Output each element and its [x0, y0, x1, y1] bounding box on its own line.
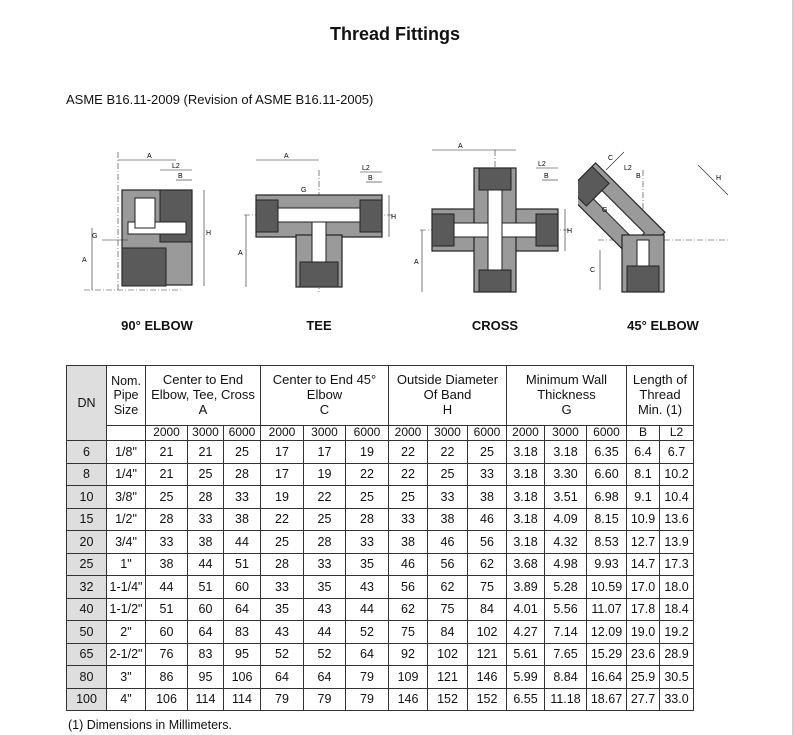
- cell-l2: 10.4: [660, 486, 694, 509]
- cell-g-3000: 3.30: [545, 463, 587, 486]
- cell-a-6000: 38: [224, 508, 261, 531]
- class-6000: 6000: [224, 426, 261, 441]
- cell-h-2000: 22: [389, 441, 428, 464]
- cell-g-2000: 3.18: [507, 486, 545, 509]
- cell-a-3000: 64: [188, 621, 224, 644]
- header-dn: DN: [67, 366, 107, 441]
- tee-drawing: [234, 140, 404, 300]
- cell-b: 6.4: [627, 441, 660, 464]
- cell-g-3000: 4.98: [545, 553, 587, 576]
- table-row: [67, 666, 694, 689]
- class-6000: 6000: [346, 426, 389, 441]
- cell-a-3000: 25: [188, 463, 224, 486]
- cell-g-2000: 3.18: [507, 463, 545, 486]
- cell-dn: 8: [67, 463, 107, 486]
- cell-c-6000: 19: [346, 441, 389, 464]
- cell-h-2000: 22: [389, 463, 428, 486]
- class-2000: 2000: [389, 426, 428, 441]
- dim-a-label: A: [147, 153, 152, 160]
- cell-c-3000: 28: [304, 531, 346, 554]
- cell-g-3000: 5.56: [545, 598, 587, 621]
- cell-c-3000: 43: [304, 598, 346, 621]
- dim-h-label: H: [391, 214, 397, 221]
- dim-h-label: H: [716, 175, 722, 182]
- class-2000: 2000: [261, 426, 304, 441]
- cell-a-6000: 44: [224, 531, 261, 554]
- cross-drawing: [410, 140, 580, 300]
- cell-nps: 1-1/2": [107, 598, 146, 621]
- cell-b: 12.7: [627, 531, 660, 554]
- cell-c-6000: 33: [346, 531, 389, 554]
- standard-reference: ASME B16.11-2009 (Revision of ASME B16.11-2005): [66, 92, 374, 107]
- dimensions-table: [66, 365, 694, 711]
- class-3000: 3000: [545, 426, 587, 441]
- cell-g-2000: 4.27: [507, 621, 545, 644]
- cell-a-3000: 60: [188, 598, 224, 621]
- cell-h-3000: 75: [428, 598, 468, 621]
- cell-l2: 13.9: [660, 531, 694, 554]
- class-3000: 3000: [428, 426, 468, 441]
- cell-h-2000: 33: [389, 508, 428, 531]
- cell-c-6000: 79: [346, 666, 389, 689]
- cell-a-2000: 25: [146, 486, 188, 509]
- cell-dn: 80: [67, 666, 107, 689]
- cell-a-3000: 44: [188, 553, 224, 576]
- header-group-a: Center to End Elbow, Tee, Cross A: [146, 366, 261, 426]
- cell-dn: 25: [67, 553, 107, 576]
- cell-a-6000: 25: [224, 441, 261, 464]
- cell-g-2000: 4.01: [507, 598, 545, 621]
- cell-g-6000: 6.35: [587, 441, 627, 464]
- cell-a-2000: 60: [146, 621, 188, 644]
- cell-h-3000: 46: [428, 531, 468, 554]
- dim-a-side-label: A: [238, 250, 243, 257]
- cell-g-2000: 3.18: [507, 508, 545, 531]
- cell-a-6000: 28: [224, 463, 261, 486]
- dim-h-label: H: [567, 228, 573, 235]
- cell-a-6000: 114: [224, 688, 261, 711]
- cell-h-6000: 56: [468, 531, 507, 554]
- cell-l2: 13.6: [660, 508, 694, 531]
- cell-g-3000: 5.28: [545, 576, 587, 599]
- cell-g-6000: 6.60: [587, 463, 627, 486]
- cell-a-2000: 86: [146, 666, 188, 689]
- cell-b: 8.1: [627, 463, 660, 486]
- cell-nps: 1-1/4": [107, 576, 146, 599]
- cell-g-6000: 8.53: [587, 531, 627, 554]
- table-row: [67, 486, 694, 509]
- cell-c-2000: 52: [261, 643, 304, 666]
- header-nps-blank: [107, 426, 146, 441]
- dim-g-label: G: [301, 187, 307, 194]
- cell-a-2000: 44: [146, 576, 188, 599]
- class-6000: 6000: [587, 426, 627, 441]
- cell-c-3000: 22: [304, 486, 346, 509]
- cell-h-2000: 146: [389, 688, 428, 711]
- cell-nps: 1/8": [107, 441, 146, 464]
- cell-c-2000: 17: [261, 441, 304, 464]
- cell-g-2000: 6.55: [507, 688, 545, 711]
- cell-h-3000: 56: [428, 553, 468, 576]
- cell-dn: 6: [67, 441, 107, 464]
- dim-g-label: G: [92, 233, 98, 240]
- cell-h-2000: 92: [389, 643, 428, 666]
- cell-g-6000: 9.93: [587, 553, 627, 576]
- cell-b: 17.8: [627, 598, 660, 621]
- cell-c-3000: 25: [304, 508, 346, 531]
- cell-a-6000: 83: [224, 621, 261, 644]
- table-row: [67, 688, 694, 711]
- cell-a-3000: 95: [188, 666, 224, 689]
- table-row: [67, 576, 694, 599]
- cell-dn: 10: [67, 486, 107, 509]
- header-l2: L2: [660, 426, 694, 441]
- header-group-thread: Length of Thread Min. (1): [627, 366, 694, 426]
- cell-h-2000: 46: [389, 553, 428, 576]
- cell-h-3000: 121: [428, 666, 468, 689]
- class-3000: 3000: [304, 426, 346, 441]
- cell-h-2000: 75: [389, 621, 428, 644]
- cell-h-3000: 102: [428, 643, 468, 666]
- table-row: [67, 441, 694, 464]
- table-row: [67, 531, 694, 554]
- cell-g-2000: 3.89: [507, 576, 545, 599]
- cell-a-6000: 60: [224, 576, 261, 599]
- cell-h-2000: 25: [389, 486, 428, 509]
- cell-c-6000: 28: [346, 508, 389, 531]
- cell-c-2000: 79: [261, 688, 304, 711]
- cell-h-6000: 25: [468, 441, 507, 464]
- cell-h-3000: 38: [428, 508, 468, 531]
- table-row: [67, 643, 694, 666]
- cell-nps: 1/2": [107, 508, 146, 531]
- class-3000: 3000: [188, 426, 224, 441]
- cell-c-6000: 22: [346, 463, 389, 486]
- cell-b: 10.9: [627, 508, 660, 531]
- dim-g-label: G: [602, 207, 608, 214]
- dim-b-label: B: [368, 175, 373, 182]
- dim-b-label: B: [178, 173, 183, 180]
- class-6000: 6000: [468, 426, 507, 441]
- cell-c-3000: 79: [304, 688, 346, 711]
- cell-h-2000: 38: [389, 531, 428, 554]
- cell-g-6000: 18.67: [587, 688, 627, 711]
- cell-h-6000: 46: [468, 508, 507, 531]
- cell-nps: 1": [107, 553, 146, 576]
- cell-h-6000: 75: [468, 576, 507, 599]
- cell-c-2000: 43: [261, 621, 304, 644]
- cell-h-6000: 102: [468, 621, 507, 644]
- header-group-c: Center to End 45° Elbow C: [261, 366, 389, 426]
- cell-a-2000: 51: [146, 598, 188, 621]
- header-nps: Nom. Pipe Size: [107, 366, 146, 426]
- dim-c-label: C: [608, 155, 614, 162]
- cell-g-2000: 3.18: [507, 441, 545, 464]
- cell-a-2000: 28: [146, 508, 188, 531]
- cell-l2: 33.0: [660, 688, 694, 711]
- cell-l2: 18.4: [660, 598, 694, 621]
- cell-g-3000: 7.65: [545, 643, 587, 666]
- cell-dn: 100: [67, 688, 107, 711]
- cell-h-3000: 33: [428, 486, 468, 509]
- cell-dn: 15: [67, 508, 107, 531]
- cell-h-6000: 152: [468, 688, 507, 711]
- cell-l2: 10.2: [660, 463, 694, 486]
- cell-a-6000: 51: [224, 553, 261, 576]
- cell-h-2000: 109: [389, 666, 428, 689]
- cell-h-6000: 121: [468, 643, 507, 666]
- dim-l2-label: L2: [362, 165, 370, 172]
- cell-h-6000: 33: [468, 463, 507, 486]
- dim-a-label: A: [284, 153, 289, 160]
- header-group-g: Minimum Wall Thickness G: [507, 366, 627, 426]
- cell-h-2000: 62: [389, 598, 428, 621]
- dim-b-label: B: [544, 173, 549, 180]
- cell-b: 19.0: [627, 621, 660, 644]
- cell-l2: 6.7: [660, 441, 694, 464]
- cell-g-6000: 10.59: [587, 576, 627, 599]
- cell-c-6000: 35: [346, 553, 389, 576]
- cell-a-3000: 51: [188, 576, 224, 599]
- cell-g-3000: 3.51: [545, 486, 587, 509]
- cell-c-3000: 17: [304, 441, 346, 464]
- cell-a-3000: 114: [188, 688, 224, 711]
- cell-h-6000: 38: [468, 486, 507, 509]
- table-row: [67, 508, 694, 531]
- footnote: (1) Dimensions in Millimeters.: [68, 718, 232, 732]
- cell-l2: 17.3: [660, 553, 694, 576]
- cell-g-6000: 8.15: [587, 508, 627, 531]
- header-b: B: [627, 426, 660, 441]
- cell-c-2000: 17: [261, 463, 304, 486]
- table-row: [67, 553, 694, 576]
- elbow-90-caption: 90° ELBOW: [121, 318, 193, 333]
- dim-a-side-label: A: [414, 259, 419, 266]
- cell-l2: 18.0: [660, 576, 694, 599]
- cell-a-6000: 64: [224, 598, 261, 621]
- cell-b: 14.7: [627, 553, 660, 576]
- dim-l2-label: L2: [624, 165, 632, 172]
- cell-g-6000: 6.98: [587, 486, 627, 509]
- tee-caption: TEE: [306, 318, 332, 333]
- cell-c-6000: 25: [346, 486, 389, 509]
- cell-a-6000: 33: [224, 486, 261, 509]
- page-title: Thread Fittings: [330, 24, 460, 44]
- cell-h-3000: 152: [428, 688, 468, 711]
- cell-nps: 4": [107, 688, 146, 711]
- cell-nps: 1/4": [107, 463, 146, 486]
- cell-c-2000: 22: [261, 508, 304, 531]
- cell-c-3000: 35: [304, 576, 346, 599]
- cell-b: 27.7: [627, 688, 660, 711]
- cell-nps: 3/8": [107, 486, 146, 509]
- cell-a-6000: 95: [224, 643, 261, 666]
- cell-a-6000: 106: [224, 666, 261, 689]
- cell-b: 9.1: [627, 486, 660, 509]
- cell-c-2000: 64: [261, 666, 304, 689]
- cell-g-2000: 5.99: [507, 666, 545, 689]
- cell-l2: 28.9: [660, 643, 694, 666]
- cell-a-3000: 21: [188, 441, 224, 464]
- cell-dn: 65: [67, 643, 107, 666]
- cell-h-3000: 84: [428, 621, 468, 644]
- cell-a-3000: 33: [188, 508, 224, 531]
- cell-c-3000: 44: [304, 621, 346, 644]
- cell-dn: 20: [67, 531, 107, 554]
- cell-c-2000: 19: [261, 486, 304, 509]
- class-2000: 2000: [507, 426, 545, 441]
- cell-nps: 2-1/2": [107, 643, 146, 666]
- cell-dn: 32: [67, 576, 107, 599]
- cell-g-3000: 7.14: [545, 621, 587, 644]
- cell-c-3000: 19: [304, 463, 346, 486]
- header-group-h: Outside Diameter Of Band H: [389, 366, 507, 426]
- dim-c-side-label: C: [590, 267, 596, 274]
- cell-h-2000: 56: [389, 576, 428, 599]
- cell-h-6000: 62: [468, 553, 507, 576]
- cell-g-6000: 11.07: [587, 598, 627, 621]
- cell-c-2000: 35: [261, 598, 304, 621]
- cell-g-3000: 8.84: [545, 666, 587, 689]
- cell-h-6000: 146: [468, 666, 507, 689]
- cell-c-2000: 25: [261, 531, 304, 554]
- cell-g-2000: 3.68: [507, 553, 545, 576]
- cell-h-6000: 84: [468, 598, 507, 621]
- dim-b-label: B: [636, 173, 641, 180]
- cell-h-3000: 25: [428, 463, 468, 486]
- class-2000: 2000: [146, 426, 188, 441]
- cell-c-3000: 33: [304, 553, 346, 576]
- cell-nps: 2": [107, 621, 146, 644]
- elbow-45-drawing: [578, 140, 748, 300]
- cell-g-3000: 4.09: [545, 508, 587, 531]
- cell-a-2000: 21: [146, 441, 188, 464]
- cell-a-3000: 83: [188, 643, 224, 666]
- table-row: [67, 598, 694, 621]
- cell-b: 25.9: [627, 666, 660, 689]
- cell-g-2000: 3.18: [507, 531, 545, 554]
- dim-a-side-label: A: [82, 257, 87, 264]
- cell-c-3000: 52: [304, 643, 346, 666]
- cell-c-2000: 33: [261, 576, 304, 599]
- cell-dn: 50: [67, 621, 107, 644]
- cell-nps: 3": [107, 666, 146, 689]
- cell-l2: 19.2: [660, 621, 694, 644]
- cell-a-3000: 38: [188, 531, 224, 554]
- cell-a-2000: 106: [146, 688, 188, 711]
- cell-a-2000: 76: [146, 643, 188, 666]
- cell-g-2000: 5.61: [507, 643, 545, 666]
- cell-g-3000: 11.18: [545, 688, 587, 711]
- cell-c-6000: 64: [346, 643, 389, 666]
- cell-c-2000: 28: [261, 553, 304, 576]
- dim-h-label: H: [206, 230, 212, 237]
- cell-a-2000: 33: [146, 531, 188, 554]
- cell-c-6000: 52: [346, 621, 389, 644]
- cell-h-3000: 62: [428, 576, 468, 599]
- table-row: [67, 463, 694, 486]
- cell-c-6000: 79: [346, 688, 389, 711]
- cell-g-3000: 3.18: [545, 441, 587, 464]
- cell-g-3000: 4.32: [545, 531, 587, 554]
- dim-l2-label: L2: [538, 161, 546, 168]
- cell-g-6000: 12.09: [587, 621, 627, 644]
- cell-g-6000: 16.64: [587, 666, 627, 689]
- table-row: [67, 621, 694, 644]
- dim-a-label: A: [458, 143, 463, 150]
- dim-l2-label: L2: [172, 163, 180, 170]
- cell-g-6000: 15.29: [587, 643, 627, 666]
- cell-a-2000: 21: [146, 463, 188, 486]
- cross-caption: CROSS: [471, 318, 519, 333]
- cell-a-3000: 28: [188, 486, 224, 509]
- elbow-45-caption: 45° ELBOW: [627, 318, 699, 333]
- cell-b: 17.0: [627, 576, 660, 599]
- cell-c-3000: 64: [304, 666, 346, 689]
- cell-dn: 40: [67, 598, 107, 621]
- cell-c-6000: 43: [346, 576, 389, 599]
- elbow-90-drawing: [72, 140, 242, 300]
- cell-a-2000: 38: [146, 553, 188, 576]
- cell-c-6000: 44: [346, 598, 389, 621]
- cell-l2: 30.5: [660, 666, 694, 689]
- cell-b: 23.6: [627, 643, 660, 666]
- cell-nps: 3/4": [107, 531, 146, 554]
- cell-h-3000: 22: [428, 441, 468, 464]
